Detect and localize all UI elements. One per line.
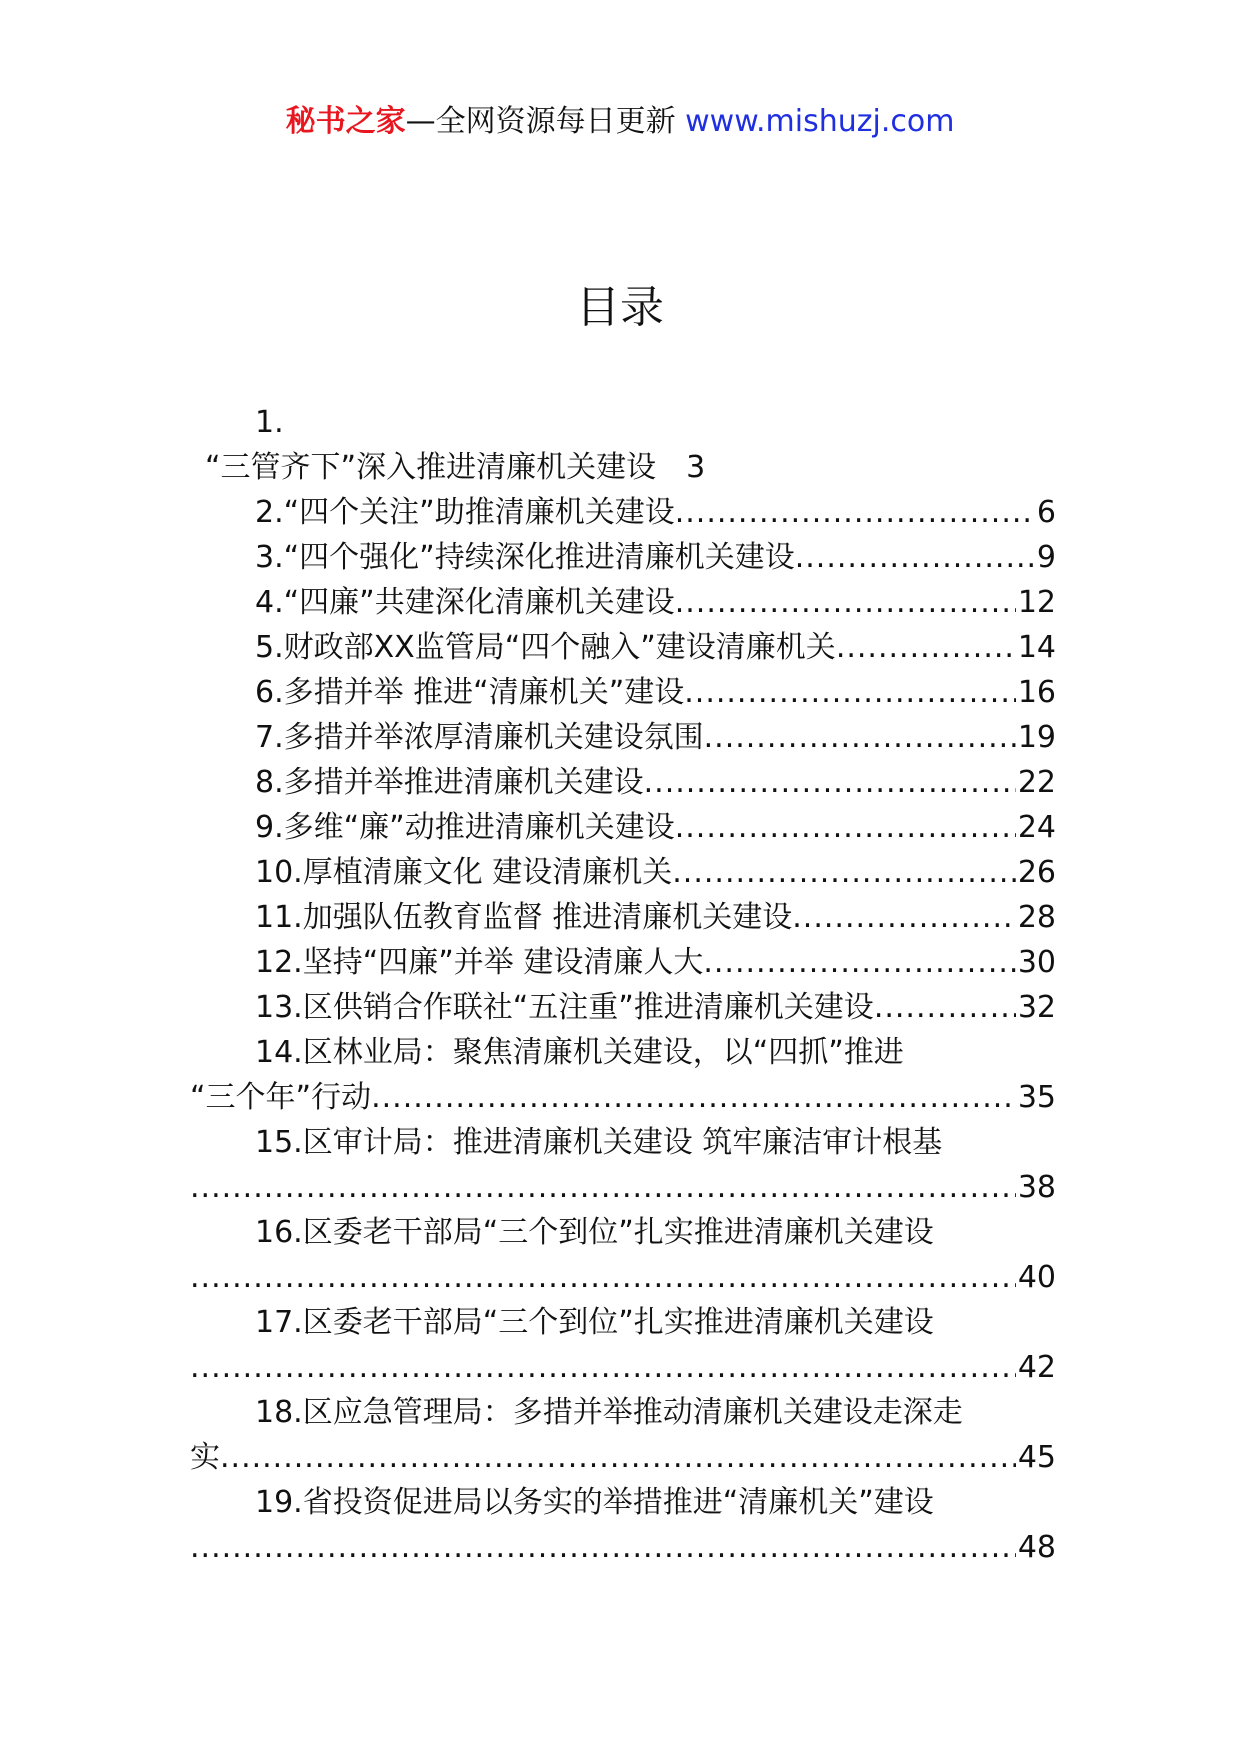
toc-number: 8. <box>255 765 284 800</box>
toc-entry-7[interactable] <box>190 715 1056 760</box>
toc-title: “四个关注”助推清廉机关建设 <box>283 495 675 530</box>
toc-number: 9. <box>255 810 284 845</box>
toc-entry-18[interactable] <box>190 1390 1056 1480</box>
toc-entry-10[interactable] <box>190 850 1056 895</box>
toc-number: 10. <box>255 855 303 890</box>
toc-leader <box>675 490 1035 535</box>
toc-leader <box>371 1075 1016 1120</box>
page-title: 目录 <box>576 282 664 333</box>
toc-page-number: 30 <box>1017 945 1056 980</box>
toc-page-number: 42 <box>1017 1350 1056 1385</box>
toc-leader <box>190 1165 1016 1210</box>
toc-title: “四廉”共建深化清廉机关建设 <box>283 585 675 620</box>
toc-number: 3. <box>255 540 284 575</box>
toc-page-number: 48 <box>1017 1530 1056 1565</box>
toc-number: 4. <box>255 585 284 620</box>
toc-title: 多措并举 推进“清廉机关”建设 <box>283 675 685 710</box>
toc-entry-17[interactable] <box>190 1300 1056 1390</box>
toc-title-line1: 区委老干部局“三个到位”扎实推进清廉机关建设 <box>302 1305 934 1340</box>
toc-entry-4[interactable] <box>190 580 1056 625</box>
site-name: 秘书之家 <box>285 104 406 139</box>
toc-number: 2. <box>255 495 284 530</box>
toc-title: 多措并举浓厚清廉机关建设氛围 <box>283 720 704 755</box>
toc-page-number: 45 <box>1017 1440 1056 1475</box>
toc-title: 坚持“四廉”并举 建设清廉人大 <box>302 945 704 980</box>
site-tagline: —全网资源每日更新 <box>405 104 686 139</box>
toc-page-number: 28 <box>1017 900 1056 935</box>
toc-leader <box>792 895 1016 940</box>
toc-leader <box>836 625 1016 670</box>
toc-page-number: 35 <box>1017 1080 1056 1115</box>
toc-number: 14. <box>255 1035 303 1070</box>
toc-entry-15[interactable] <box>190 1120 1056 1210</box>
toc-number: 13. <box>255 990 303 1025</box>
toc-page-number: 40 <box>1017 1260 1056 1295</box>
toc-title: 财政部XX监管局“四个融入”建设清廉机关 <box>283 630 836 665</box>
toc-title: 厚植清廉文化 建设清廉机关 <box>302 855 673 890</box>
toc-page-number: 19 <box>1017 720 1056 755</box>
toc-leader <box>672 850 1016 895</box>
toc-leader <box>874 985 1016 1030</box>
toc-title: 区供销合作联社“五注重”推进清廉机关建设 <box>302 990 874 1025</box>
toc-leader <box>675 580 1016 625</box>
toc-number: 15. <box>255 1125 303 1160</box>
toc-number: 6. <box>255 675 284 710</box>
toc-entry-13[interactable] <box>190 985 1056 1030</box>
toc-leader <box>190 1345 1016 1390</box>
toc-leader <box>675 805 1016 850</box>
toc-page-number: 9 <box>1036 540 1056 575</box>
toc-title-line1: 省投资促进局以务实的举措推进“清廉机关”建设 <box>302 1485 934 1520</box>
toc-page-number: 6 <box>1036 495 1056 530</box>
toc-title-line1: 区应急管理局：多措并举推动清廉机关建设走深走 <box>302 1395 963 1430</box>
toc-page-number: 22 <box>1017 765 1056 800</box>
toc-title: “三管齐下”深入推进清廉机关建设 <box>205 450 657 485</box>
toc-leader <box>704 715 1016 760</box>
site-banner <box>0 102 1240 142</box>
toc-leader <box>220 1435 1016 1480</box>
toc-page-number: 32 <box>1017 990 1056 1025</box>
toc-number: 16. <box>255 1215 303 1250</box>
toc-entry-14[interactable] <box>190 1030 1056 1120</box>
toc-entry-16[interactable] <box>190 1210 1056 1300</box>
toc-number: 18. <box>255 1395 303 1430</box>
toc-title-line2: 实 <box>190 1440 220 1475</box>
toc-entry-6[interactable] <box>190 670 1056 715</box>
toc-page-number: 24 <box>1017 810 1056 845</box>
toc-number: 12. <box>255 945 303 980</box>
toc-entry-5[interactable] <box>190 625 1056 670</box>
toc-entry-9[interactable] <box>190 805 1056 850</box>
toc-leader <box>190 1525 1016 1570</box>
toc-entry-2[interactable] <box>190 490 1056 535</box>
toc-number: 11. <box>255 900 303 935</box>
table-of-contents <box>190 400 1056 1570</box>
toc-title: “四个强化”持续深化推进清廉机关建设 <box>283 540 795 575</box>
toc-entry-11[interactable] <box>190 895 1056 940</box>
toc-title: 多措并举推进清廉机关建设 <box>283 765 644 800</box>
toc-page-number: 38 <box>1017 1170 1056 1205</box>
toc-title-line1: 区林业局：聚焦清廉机关建设，以“四抓”推进 <box>302 1035 904 1070</box>
toc-page-number: 26 <box>1017 855 1056 890</box>
toc-title-line1: 区委老干部局“三个到位”扎实推进清廉机关建设 <box>302 1215 934 1250</box>
toc-page-number: 12 <box>1017 585 1056 620</box>
toc-leader <box>684 670 1016 715</box>
toc-title-line1: 区审计局：推进清廉机关建设 筑牢廉洁审计根基 <box>302 1125 943 1160</box>
toc-leader <box>644 760 1016 805</box>
toc-entry-1[interactable] <box>190 400 1056 490</box>
toc-title-line2: “三个年”行动 <box>190 1080 372 1115</box>
toc-title: 多维“廉”动推进清廉机关建设 <box>283 810 675 845</box>
toc-number: 5. <box>255 630 284 665</box>
toc-entry-3[interactable] <box>190 535 1056 580</box>
toc-page-number: 3 <box>686 450 706 485</box>
toc-entry-12[interactable] <box>190 940 1056 985</box>
toc-number: 1. <box>255 405 284 440</box>
toc-page-number: 16 <box>1017 675 1056 710</box>
toc-leader <box>795 535 1035 580</box>
toc-number: 7. <box>255 720 284 755</box>
toc-number: 17. <box>255 1305 303 1340</box>
toc-title: 加强队伍教育监督 推进清廉机关建设 <box>302 900 793 935</box>
toc-number: 19. <box>255 1485 303 1520</box>
toc-leader <box>703 940 1015 985</box>
toc-leader <box>190 1255 1016 1300</box>
toc-entry-19[interactable] <box>190 1480 1056 1570</box>
toc-entry-8[interactable] <box>190 760 1056 805</box>
toc-page-number: 14 <box>1017 630 1056 665</box>
site-url-link[interactable]: www.mishuzj.com <box>685 104 955 139</box>
